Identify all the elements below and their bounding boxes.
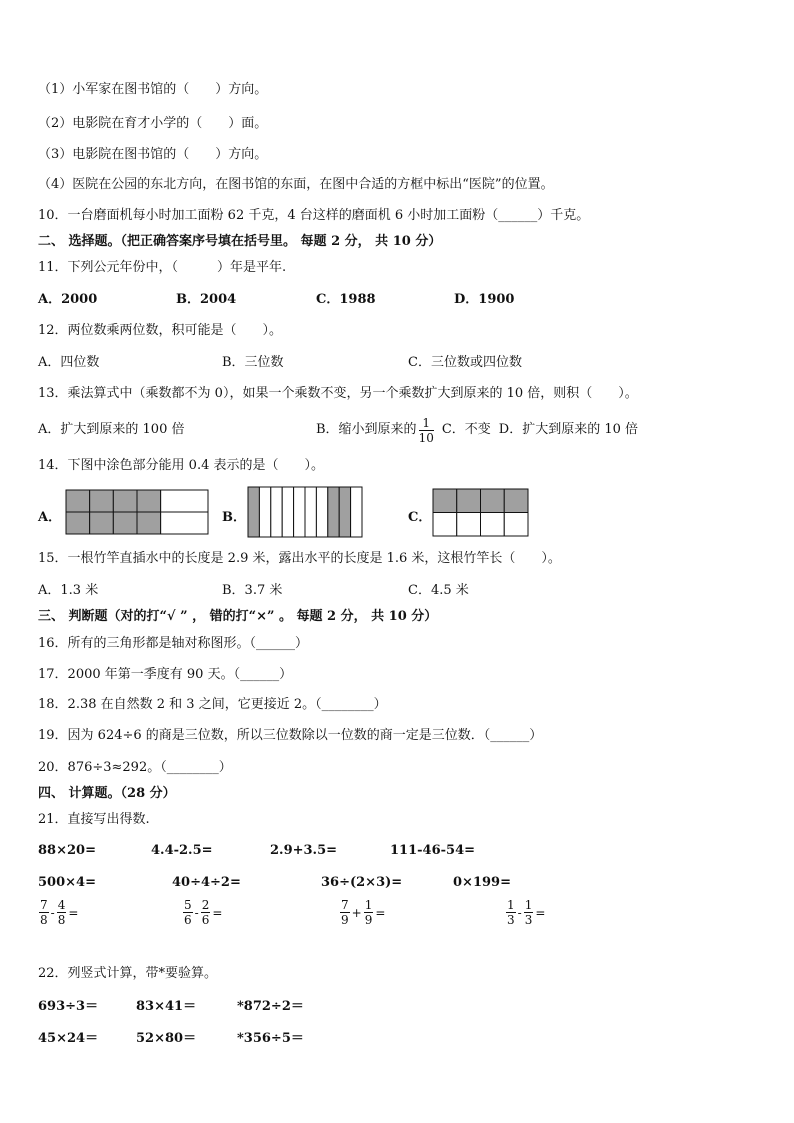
empty-cell [433,513,457,537]
shaded-cell [66,512,90,534]
empty-strip [351,487,362,537]
shaded-cell [433,489,457,513]
q15-option-a: A．1.3 米 [38,583,99,598]
fraction [506,898,516,927]
denominator: 6 [184,913,192,927]
empty-strip [259,487,270,537]
question-18: 18．2.38 在自然数 2 和 3 之间，它更接近 2。（________） [38,697,387,712]
map-question-2: （2）电影院在育才小学的（ ）面。 [38,116,268,131]
numerator: 7 [341,898,349,912]
shaded-cell [137,490,161,512]
question-19: 19．因为 624÷6 的商是三位数，所以三位数除以一位数的商一定是三位数．（______） [38,728,543,743]
q15-option-c: C．4.5 米 [408,583,469,598]
empty-cell [161,490,208,512]
q13-fraction-num: 1 [422,415,431,430]
numerator: 7 [40,898,48,912]
equals-sign: = [535,905,546,920]
section-2-heading: 二、 选择题。（把正确答案序号填在括号里。 每题 2 分， 共 10 分） [38,234,442,249]
q14-figure-a [65,489,210,535]
fraction [201,898,211,927]
q21-fraction-expr-1 [38,898,79,927]
shaded-cell [113,512,137,534]
question-16: 16．所有的三角形都是轴对称图形。（______） [38,636,309,651]
q22-calc-2: 83×41＝ [136,999,197,1014]
question-17: 17．2000 年第一季度有 90 天。（______） [38,667,293,682]
q21-fraction-expr-2 [182,898,223,927]
operator: - [517,905,522,920]
q22-calc-6: *356÷5＝ [237,1031,304,1046]
equals-sign: = [68,905,79,920]
q21-calc-8: 0×199= [453,875,511,890]
empty-strip [305,487,316,537]
shaded-cell [66,490,90,512]
q21-calc-2: 4.4-2.5= [151,843,213,858]
fraction [524,898,534,927]
fraction [340,898,350,927]
section-4-heading: 四、 计算题。（28 分） [38,786,176,801]
question-15: 15．一根竹竿直插水中的长度是 2.9 米，露出水平的长度是 1.6 米，这根竹竿长（ ）。 [38,551,561,566]
denominator: 8 [57,913,66,927]
fraction [364,898,374,927]
empty-cell [457,513,481,537]
denominator: 3 [524,913,533,927]
q14-label-c: C． [408,510,432,525]
section-3-heading: 三、 判断题（对的打“√ ” ， 错的打“×” 。 每题 2 分， 共 10 分） [38,609,438,624]
numerator: 1 [507,898,515,912]
question-11: 11．下列公元年份中，（ ）年是平年. [38,260,287,275]
q11-option-a: A．2000 [38,292,98,307]
equals-sign: = [375,905,386,920]
denominator: 3 [507,913,515,927]
operator: - [50,905,55,920]
q22-calc-4: 45×24＝ [38,1031,99,1046]
question-20: 20．876÷3≈292。（________） [38,760,232,775]
q13-option-a: A．扩大到原来的 100 倍 [38,422,185,437]
denominator: 9 [341,913,349,927]
shaded-strip [339,487,350,537]
numerator: 1 [524,898,533,912]
fraction [57,898,67,927]
q13-option-b [316,410,638,450]
shaded-cell [504,489,528,513]
q21-fraction-expr-4 [505,898,546,927]
q21-calc-1: 88×20= [38,843,96,858]
shaded-cell [90,490,114,512]
q22-calc-5: 52×80＝ [136,1031,197,1046]
q13-option-b-text: B．缩小到原来的 [316,422,417,437]
q14-label-b: B． [222,510,246,525]
shaded-strip [248,487,259,537]
shaded-cell [457,489,481,513]
q11-option-b: B．2004 [176,292,237,307]
empty-cell [481,513,505,537]
map-question-3: （3）电影院在图书馆的（ ）方向。 [38,147,268,162]
shaded-cell [137,512,161,534]
q21-calc-6: 40÷4÷2= [172,875,241,890]
equals-sign: = [212,905,223,920]
question-21: 21．直接写出得数. [38,812,150,827]
q14-figure-b [247,486,365,538]
shaded-cell [481,489,505,513]
q12-option-b: B．三位数 [222,355,284,370]
numerator: 2 [201,898,210,912]
q14-figure-c [432,488,530,538]
map-question-4: （4）医院在公园的东北方向，在图书馆的东面，在图中合适的方框中标出“医院”的位置。 [38,177,554,192]
q22-calc-1: 693÷3＝ [38,999,99,1014]
shaded-strip [328,487,339,537]
numerator: 5 [184,898,192,912]
q13-option-d: D．扩大到原来的 10 倍 [498,422,639,437]
q13-option-c: C．不变 [441,422,491,437]
q14-label-a: A． [38,510,62,525]
q22-calc-3: *872÷2＝ [237,999,304,1014]
numerator: 1 [364,898,373,912]
shaded-cell [113,490,137,512]
shaded-cell [90,512,114,534]
denominator: 8 [40,913,48,927]
empty-cell [161,512,208,534]
q13-fraction-den: 10 [418,430,434,445]
numerator: 4 [57,898,66,912]
map-question-1: （1）小军家在图书馆的（ ）方向。 [38,82,268,97]
q12-option-a: A．四位数 [38,355,100,370]
q21-calc-7: 36÷(2×3)= [321,875,403,890]
empty-strip [271,487,282,537]
empty-strip [282,487,293,537]
question-13: 13．乘法算式中（乘数都不为 0），如果一个乘数不变，另一个乘数扩大到原来的 10 倍，则积（ ）。 [38,386,638,401]
q11-option-c: C．1988 [316,292,376,307]
question-12: 12．两位数乘两位数，积可能是（ ）。 [38,323,283,338]
q13-fraction [419,416,434,445]
q12-option-c: C．三位数或四位数 [408,355,522,370]
empty-strip [294,487,305,537]
q21-calc-5: 500×4= [38,875,96,890]
fraction [183,898,193,927]
q11-option-d: D．1900 [454,292,515,307]
denominator: 6 [201,913,210,927]
question-14: 14．下图中涂色部分能用 0.4 表示的是（ ）。 [38,458,324,473]
operator: + [351,905,362,920]
q21-calc-3: 2.9+3.5= [270,843,338,858]
q15-option-b: B．3.7 米 [222,583,283,598]
denominator: 9 [364,913,373,927]
question-22: 22．列竖式计算，带*要验算。 [38,966,218,981]
q21-fraction-expr-3 [339,898,386,927]
empty-strip [316,487,327,537]
empty-cell [504,513,528,537]
fraction [39,898,49,927]
question-10: 10．一台磨面机每小时加工面粉 62 千克，4 台这样的磨面机 6 小时加工面粉（______）千克。 [38,208,590,223]
q21-calc-4: 111-46-54= [390,843,476,858]
operator: - [194,905,199,920]
